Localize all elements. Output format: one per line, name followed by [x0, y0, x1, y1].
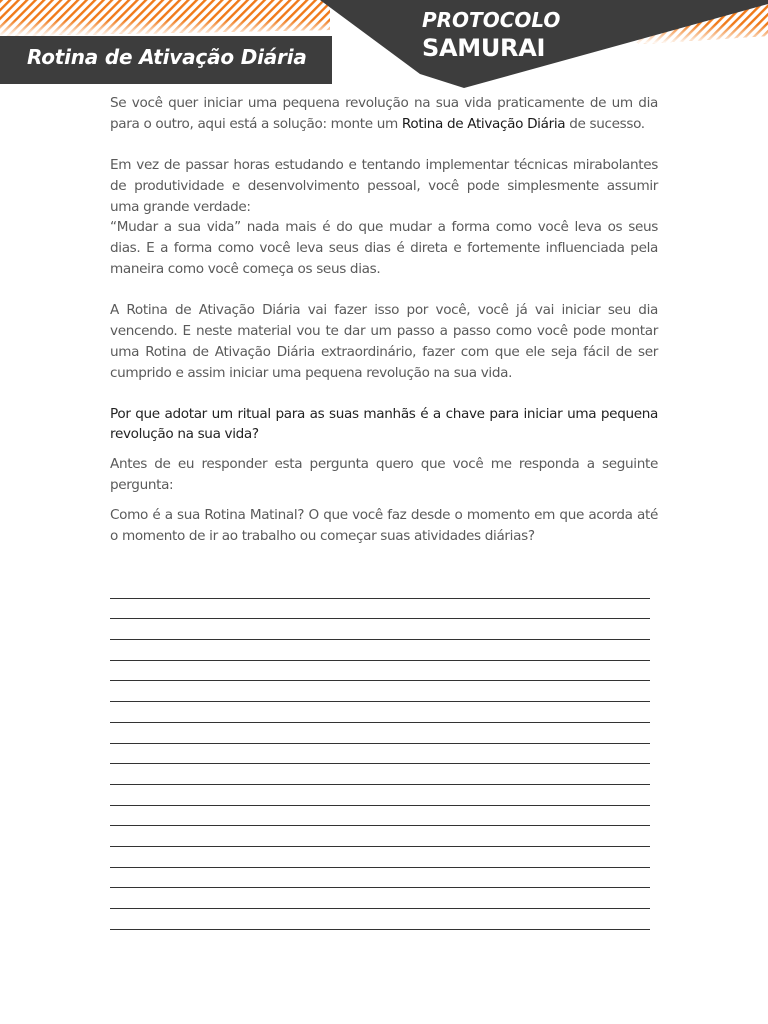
answer-line[interactable]	[110, 909, 650, 930]
answer-line[interactable]	[110, 578, 650, 599]
answer-line[interactable]	[110, 661, 650, 682]
answer-line[interactable]	[110, 723, 650, 744]
answer-line[interactable]	[110, 619, 650, 640]
answer-line[interactable]	[110, 847, 650, 868]
answer-line[interactable]	[110, 640, 650, 661]
answer-line[interactable]	[110, 785, 650, 806]
paragraph-rotina: A Rotina de Ativação Diária vai fazer isso por você, você já vai iniciar seu dia vencendo. E neste material vou te dar um passo a passo como você pode montar uma Rotina de Ativação Diária extraordinário, fazer com que ele seja fácil de ser cumprido e assim iniciar uma pequena revolução na sua vida.	[110, 302, 658, 381]
section-title: Rotina de Ativação Diária	[0, 36, 332, 84]
answer-line[interactable]	[110, 764, 650, 785]
paragraph-antes: Antes de eu responder esta pergunta quero que você me responda a seguinte pergunta:	[110, 456, 658, 493]
brand-line-protocolo: PROTOCOLO	[422, 8, 561, 32]
answer-line[interactable]	[110, 681, 650, 702]
paragraph-intro-end: de sucesso.	[565, 115, 645, 132]
answer-line[interactable]	[110, 868, 650, 889]
answer-line[interactable]	[110, 806, 650, 827]
paragraph-mudar-vida: “Mudar a sua vida” nada mais é do que mudar a forma como você leva os seus dias. E a forma como você leva seus dias é direta e fortemente influenciada pela maneira como você começa os seus dias.	[110, 219, 658, 278]
paragraph-intro-start: Se você quer iniciar uma pequena revolução na sua vida praticamente de um dia para o outro, aqui está a solução: monte um	[110, 95, 658, 132]
paragraph-rotina-matinal: Como é a sua Rotina Matinal? O que você faz desde o momento em que acorda até o momento de ir ao trabalho ou começar suas atividades diárias?	[110, 506, 658, 544]
answer-lines[interactable]	[110, 578, 650, 930]
document-body	[110, 93, 658, 546]
brand-logo	[422, 6, 622, 62]
highlight-rotina: Rotina de Ativação Diária	[401, 115, 566, 132]
answer-line[interactable]	[110, 599, 650, 620]
answer-line[interactable]	[110, 826, 650, 847]
question-heading: Por que adotar um ritual para as suas manhãs é a chave para iniciar uma pequena revolução na sua vida?	[110, 405, 658, 443]
answer-line[interactable]	[110, 888, 650, 909]
paragraph-verdade: Em vez de passar horas estudando e tentando implementar técnicas mirabolantes de produtividade e desenvolvimento pessoal, você pode simplesmente assumir uma grande verdade:	[110, 157, 658, 215]
answer-line[interactable]	[110, 744, 650, 765]
paragraph-intro	[110, 93, 658, 135]
answer-line[interactable]	[110, 702, 650, 723]
brand-line-samurai: SAMURAI	[422, 34, 546, 62]
